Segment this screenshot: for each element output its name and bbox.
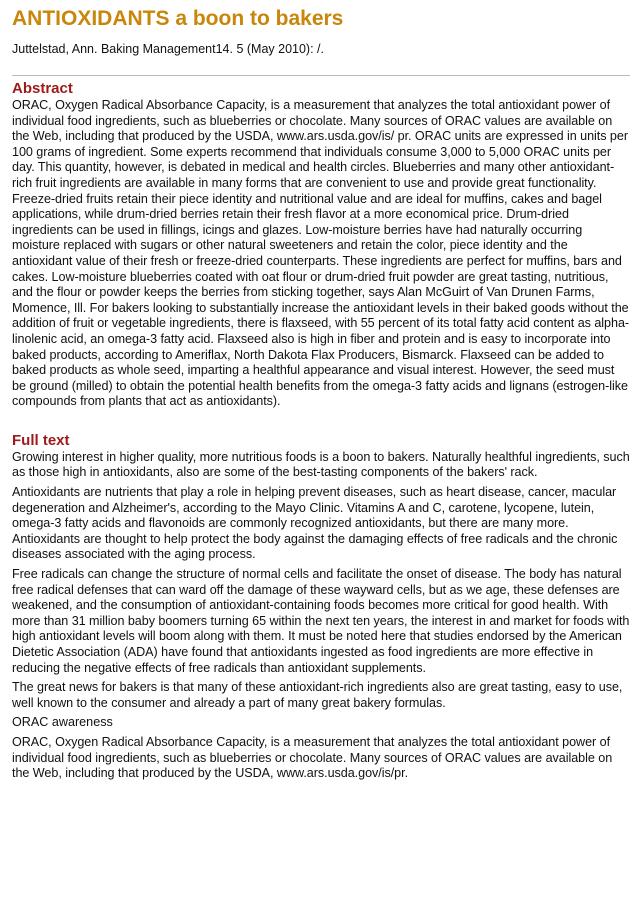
- section-divider: [12, 75, 630, 76]
- article-title: ANTIOXIDANTS a boon to bakers: [12, 7, 344, 30]
- abstract-heading: Abstract: [12, 80, 73, 97]
- fulltext-paragraph: The great news for bakers is that many of these antioxidant-rich ingredients also are great tasting, easy to use, well known to the consumer and already a part of many great bakery formulas.: [12, 680, 623, 710]
- fulltext-heading: Full text: [12, 431, 70, 449]
- article-citation: Juttelstad, Ann. Baking Management14. 5 (May 2010): /.: [12, 42, 324, 56]
- orac-paragraph: ORAC, Oxygen Radical Absorbance Capacity, is a measurement that analyzes the total antioxidant power of individual food ingredients, such as blueberries or chocolate. Many sources of ORAC values are available on the Web, including that produced by the USDA, www.ars.usda.gov/is/pr.: [12, 734, 613, 781]
- fulltext-paragraph: Growing interest in higher quality, more nutritious foods is a boon to bakers. Naturally healthful ingredients, such as those high in antioxidants, also are some of the best-tasting components of the bakers' rack.: [12, 449, 630, 480]
- fulltext-section: [12, 432, 630, 782]
- fulltext-paragraph: Antioxidants are nutrients that play a role in helping prevent diseases, such as heart disease, cancer, macular degeneration and Alzheimer's, according to the Mayo Clinic. Vitamins A and C, carotene, lycopene, lutein, omega-3 fatty acids and flavonoids are commonly recognized antioxidants, but there are many more. Antioxidants are thought to help protect the body against the damaging effects of free radicals and the chronic diseases associated with the aging process.: [12, 485, 618, 562]
- abstract-text: ORAC, Oxygen Radical Absorbance Capacity, is a measurement that analyzes the total antioxidant power of individual food ingredients, such as blueberries or chocolate. Many sources of ORAC values are available on the Web, including that produced by the USDA, www.ars.usda.gov/is/ pr. ORAC units are expressed in units per 100 grams of ingredient. Some experts recommend that individuals consume 3,000 to 5,000 ORAC units per day. This quantity, however, is debated in medical and health circles. Blueberries and many other antioxidant-rich fruit ingredients are available in many forms that are convenient to use and provide great functionality. Freeze-dried fruits retain their piece identity and nutritional value and are ideal for muffins, cakes and bagel applications, while drum-dried berries retain their fresh flavor at a more economical price. Drum-dried ingredients can be used in fillings, icings and glazes. Low-moisture berries have had naturally occurring moisture replaced with sugars or other natural sweeteners and retain the color, piece identity and the antioxidant value of their fresh or freeze-dried counterparts. These ingredients are perfect for muffins, bars and cakes. Low-moisture blueberries coated with oat flour or drum-dried fruit powder are great tasting, nutritious, and the flour or powder keeps the berries from sticking together, says Alan McGuirt of Van Drunen Farms, Momence, Ill. For bakers looking to substantially increase the antioxidant levels in their baked goods without the addition of fruit or vegetable ingredients, there is flaxseed, with 55 percent of its total fatty acid content as alpha-linolenic acid, an omega-3 fatty acid. Flaxseed also is high in fiber and protein and is easy to incorporate into baked products, according to Ameriflax, North Dakota Flax Producers, Bismarck. Flaxseed can be added to baked products as whole seed, imparting a healthful appearance and visual interest. However, the seed must be ground (milled) to obtain the potential health benefits from the omega-3 fatty acids and lignans (estrogen-like compounds from plants that act as antioxidants).: [12, 98, 630, 409]
- orac-awareness-subheading: ORAC awareness: [12, 715, 113, 730]
- fulltext-paragraph: Free radicals can change the structure of normal cells and facilitate the onset of disease. The body has natural free radical defenses that can ward off the damage of these wayward cells, but as we age, these defenses are weakened, and the consumption of antioxidant-containing foods becomes more critical for good health. With more than 31 million baby boomers turning 65 within the next ten years, the interest in and market for foods with high antioxidant levels will boom along with them. It must be noted here that studies endorsed by the American Dietetic Association (ADA) have found that antioxidants ingested as food ingredients are more effective in reducing the negative effects of free radicals than antioxidant supplements.: [12, 567, 630, 675]
- abstract-section: [12, 80, 630, 410]
